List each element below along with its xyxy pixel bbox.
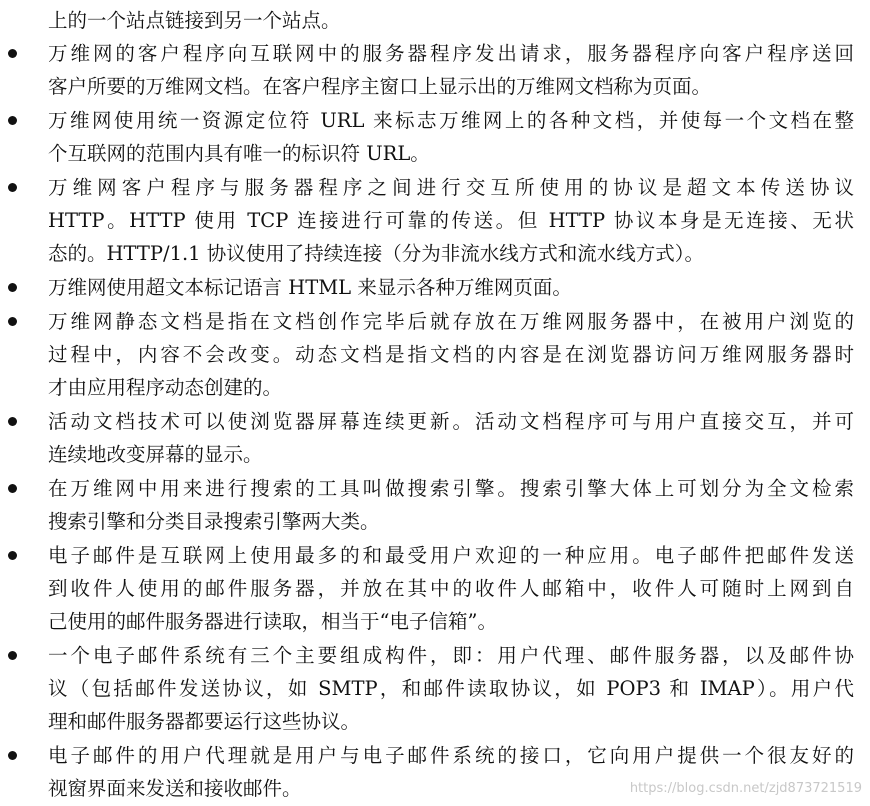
list-item [0,405,870,471]
list-item-line: 态的。HTTP/1.1 协议使用了持续连接（分为非流水线方式和流水线方式）。 [48,242,705,265]
list-item-line: 活动文档技术可以使浏览器屏幕连续更新。活动文档程序可与用户直接交互，并可 [48,410,854,433]
list-item-line: 才由应用程序动态创建的。 [48,376,283,399]
bullet-icon [8,551,17,560]
bullet-icon [8,751,17,760]
list-item-line: 到收件人使用的邮件服务器，并放在其中的收件人邮箱中，收件人可随时上网到自 [48,577,854,600]
bullet-icon [8,317,17,326]
list-item-line: 己使用的邮件服务器进行读取，相当于“电子信箱”。 [48,610,497,633]
list-item-line: 搜索引擎和分类目录搜索引擎两大类。 [48,510,380,533]
list-item [0,472,870,538]
list-item [0,271,870,304]
list-item-line: 电子邮件是互联网上使用最多的和最受用户欢迎的一种应用。电子邮件把邮件发送 [48,544,854,567]
continuation-text: 上的一个站点链接到另一个站点。 [48,9,341,32]
list-item-line: 万维网使用超文本标记语言 HTML 来显示各种万维网页面。 [48,276,572,299]
list-item-line: 连续地改变屏幕的显示。 [48,443,263,466]
list-item-line: 电子邮件的用户代理就是用户与电子邮件系统的接口，它向用户提供一个很友好的 [48,744,854,767]
list-item [0,539,870,638]
bullet-icon [8,651,17,660]
list-item-line: 客户所要的万维网文档。在客户程序主窗口上显示出的万维网文档称为页面。 [48,75,712,98]
list-item-line: 万维网的客户程序向互联网中的服务器程序发出请求，服务器程序向客户程序送回 [48,42,854,65]
list-item [0,639,870,738]
list-item-line: 理和邮件服务器都要运行这些协议。 [48,710,361,733]
list-item-line: 过程中，内容不会改变。动态文档是指文档的内容是在浏览器访问万维网服务器时 [48,343,854,366]
list-item [0,171,870,270]
bullet-list [0,37,870,806]
bullet-icon [8,283,17,292]
bullet-icon [8,116,17,125]
list-item-line: 万维网客户程序与服务器程序之间进行交互所使用的协议是超文本传送协议 [48,176,854,199]
list-item-line: 议（包括邮件发送协议，如 SMTP，和邮件读取协议，如 POP3 和 IMAP）。用户代 [48,677,854,700]
list-item-line: HTTP。HTTP 使用 TCP 连接进行可靠的传送。但 HTTP 协议本身是无连接、无状 [48,209,854,232]
watermark-text: https://blog.csdn.net/zjd873721519 [629,781,862,796]
list-item-line: 个互联网的范围内具有唯一的标识符 URL。 [48,142,430,165]
bullet-icon [8,417,17,426]
list-item [0,104,870,170]
list-item [0,305,870,404]
list-item-line: 万维网静态文档是指在文档创作完毕后就存放在万维网服务器中，在被用户浏览的 [48,310,854,333]
bullet-icon [8,183,17,192]
bullet-icon [8,484,17,493]
list-item-line: 在万维网中用来进行搜索的工具叫做搜索引擎。搜索引擎大体上可划分为全文检索 [48,477,854,500]
list-item-line: 万维网使用统一资源定位符 URL 来标志万维网上的各种文档，并使每一个文档在整 [48,109,854,132]
list-item-line: 视窗界面来发送和接收邮件。 [48,777,302,800]
list-item-line: 一个电子邮件系统有三个主要组成构件，即：用户代理、邮件服务器，以及邮件协 [48,644,854,667]
bullet-icon [8,49,17,58]
list-item [0,37,870,103]
